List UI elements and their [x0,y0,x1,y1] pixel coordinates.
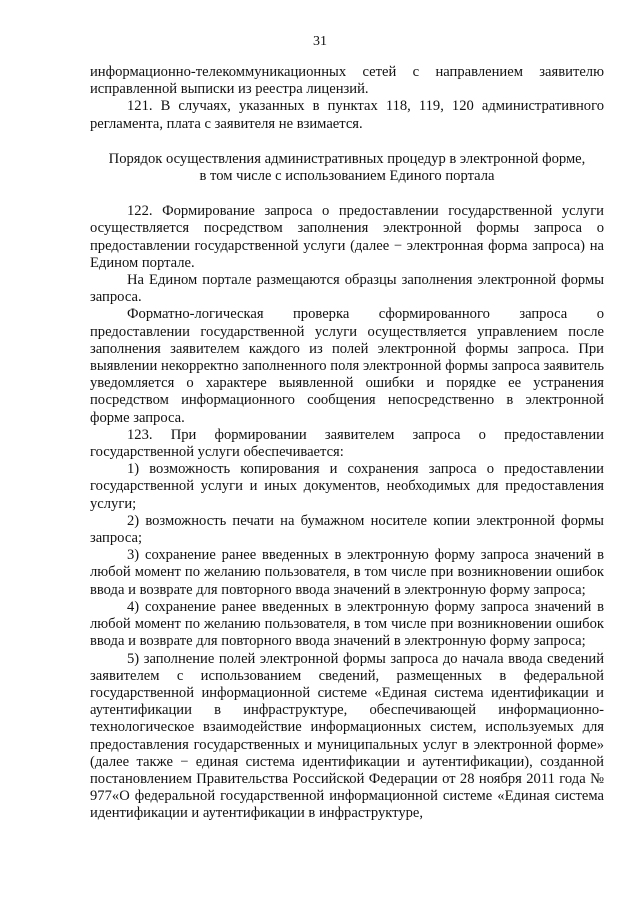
list-item-1: 1) возможность копирования и сохранения запроса о предоставлении государственной услуги и иных документов, необходимых для предоставления услуги; [90,461,604,512]
list-item-2: 2) возможность печати на бумажном носителе копии электронной формы запроса; [90,512,604,547]
paragraph-121: 121. В случаях, указанных в пунктах 118, 119, 120 административного регламента, плата с заявителя не взимается. [90,98,604,132]
page-number: 31 [313,34,327,49]
section-heading-line-1: Порядок осуществления административных процедур в электронной форме, [108,150,586,167]
paragraph-123: 123. При формировании заявителем запроса о предоставлении государственной услуги обеспечивается: [90,426,604,461]
list-item-3: 3) сохранение ранее введенных в электронную форму запроса значений в любой момент по желанию пользователя, в том числе при возникновении ошибок ввода и возврате для повторного ввода значений в электронную форму запроса; [90,547,604,598]
document-body [90,64,604,823]
list-item-5: 5) заполнение полей электронной формы запроса до начала ввода сведений заявителем с использованием сведений, размещенных в федеральной государственной информационной системе «Единая система идентификации и аутентификации в инфраструктуре, обеспечивающей информационно-технологическое взаимодействие информационных систем, используемых для предоставления государственных и муниципальных услуг в электронной форме» (далее также − единая система идентификации и аутентификации), созданной постановлением Правительства Российской Федерации от 28 ноября 2011 года № 977«О федеральной государственной информационной системе «Единая система идентификации и аутентификации в инфраструктуре, [90,650,604,822]
paragraph-continuation: информационно-телекоммуникационных сетей с направлением заявителю исправленной выписки из реестра лицензий. [90,64,604,98]
paragraph-122: 122. Формирование запроса о предоставлении государственной услуги осуществляется посредством заполнения электронной формы запроса о предоставлении государственной услуги (далее − электронная форма запроса) на Едином портале. [90,203,604,271]
section-heading [90,151,604,185]
section-heading-line-2: в том числе с использованием Единого портала [199,168,495,185]
paragraph-samples: На Едином портале размещаются образцы заполнения электронной формы запроса. [90,272,604,306]
list-item-4: 4) сохранение ранее введенных в электронную форму запроса значений в любой момент по желанию пользователя, в том числе при возникновении ошибок ввода и возврате для повторного ввода значений в электронную форму запроса; [90,598,604,650]
paragraph-format-check: Форматно-логическая проверка сформированного запроса о предоставлении государственной услуги осуществляется управлением после заполнения заявителем каждого из полей электронной формы запроса. При выявлении некорректно заполненного поля электронной формы запроса заявитель уведомляется о характере выявленной ошибки и порядке ее устранения посредством информационного сообщения непосредственно в электронной форме запроса. [90,306,604,426]
